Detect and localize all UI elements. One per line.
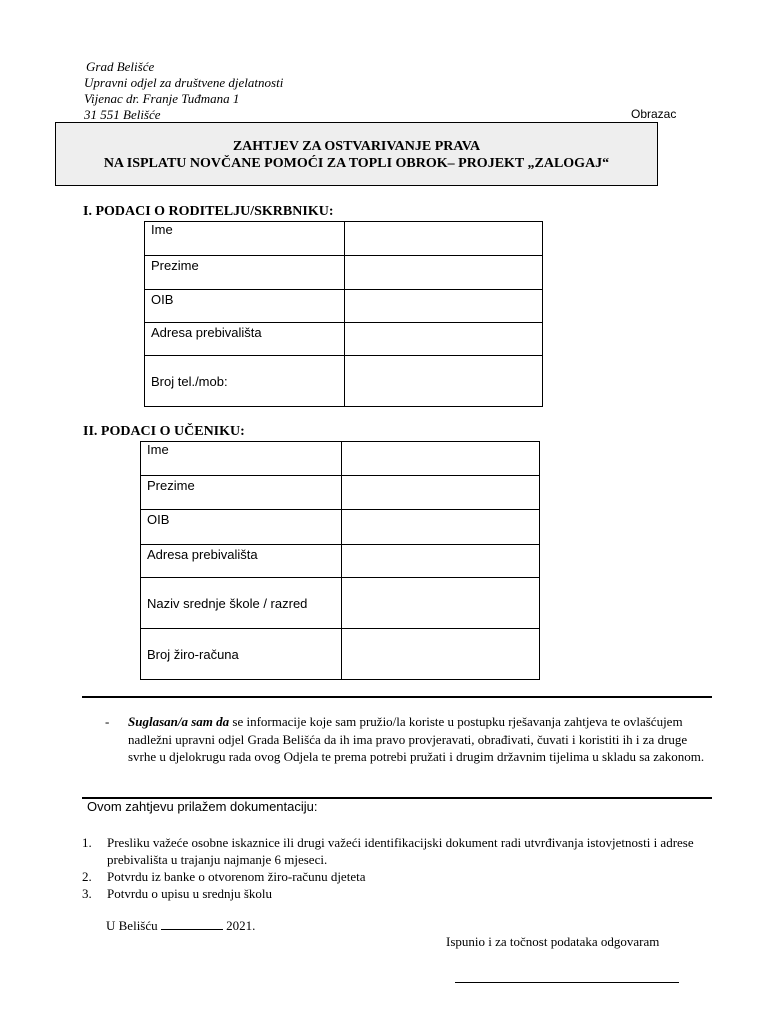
list-text: Potvrdu o upisu u srednju školu — [107, 886, 273, 901]
parent-phone-field[interactable] — [344, 356, 542, 407]
field-label: Prezime — [145, 256, 345, 290]
table-row — [145, 323, 543, 356]
divider — [82, 696, 712, 698]
list-text: Presliku važeće osobne iskaznice ili drugi važeći identifikacijski dokument radi utvrđivanja istovjetnosti i adrese prebivališta u trajanju najmanje 6 mjeseci. — [107, 835, 694, 867]
field-label: Ime — [145, 222, 345, 256]
issuer-city: Grad Belišće — [86, 59, 155, 74]
table-row — [141, 510, 540, 545]
table-row — [141, 476, 540, 510]
bullet-dash: - — [105, 714, 110, 729]
table-row — [141, 442, 540, 476]
field-label: OIB — [145, 290, 345, 323]
issuer-postal: 31 551 Belišće — [84, 107, 161, 122]
student-first-name-field[interactable] — [341, 442, 539, 476]
list-text: Potvrdu iz banke o otvorenom žiro-računu djeteta — [107, 869, 366, 884]
document-title-box — [55, 122, 658, 186]
place-date-line — [106, 917, 255, 934]
table-row — [141, 578, 540, 629]
table-row — [145, 290, 543, 323]
field-label: Ime — [141, 442, 342, 476]
list-item — [82, 868, 702, 885]
document-title-line2: NA ISPLATU NOVČANE POMOĆI ZA TOPLI OBROK– PROJEKT „ZALOGAJ“ — [103, 156, 610, 171]
table-row — [145, 222, 543, 256]
parent-oib-field[interactable] — [344, 290, 542, 323]
student-bank-account-field[interactable] — [341, 629, 539, 680]
issuer-street: Vijenac dr. Franje Tuđmana 1 — [84, 91, 240, 106]
student-oib-field[interactable] — [341, 510, 539, 545]
parent-address-field[interactable] — [344, 323, 542, 356]
section-parent-heading: I. PODACI O RODITELJU/SKRBNIKU: — [83, 204, 334, 219]
form-label: Obrazac — [631, 107, 677, 121]
document-title-line1: ZAHTJEV ZA OSTVARIVANJE PRAVA — [232, 139, 481, 154]
parent-info-table — [144, 221, 543, 407]
student-school-field[interactable] — [341, 578, 539, 629]
parent-last-name-field[interactable] — [344, 256, 542, 290]
attachments-list — [82, 834, 702, 902]
date-blank-field[interactable] — [161, 917, 223, 930]
consent-lead: Suglasan/a sam da — [128, 714, 230, 729]
list-number: 2. — [82, 869, 92, 884]
student-info-table — [140, 441, 540, 680]
field-label: Naziv srednje škole / razred — [141, 578, 342, 629]
field-label: OIB — [141, 510, 342, 545]
year-label: 2021. — [226, 918, 256, 933]
signature-label: Ispunio i za točnost podataka odgovaram — [446, 934, 660, 949]
list-number: 1. — [82, 835, 92, 850]
signature-line[interactable] — [455, 982, 679, 983]
table-row — [141, 629, 540, 680]
table-row — [145, 256, 543, 290]
section-student-heading: II. PODACI O UČENIKU: — [83, 424, 245, 439]
attachments-intro: Ovom zahtjevu prilažem dokumentaciju: — [87, 799, 318, 814]
student-address-field[interactable] — [341, 545, 539, 578]
consent-statement — [105, 713, 715, 766]
table-row — [141, 545, 540, 578]
consent-body: se informacije koje sam pružio/la koriste u postupku rješavanja zahtjeva te ovlašćujem nadležni upravni odjel Grada Belišća da ih ima pravo provjeravati, obrađivati, čuvati i koristiti ih i za druge svrhe u djelokrugu rada ovog Odjela te prema potrebi pružati i drugim državnim tijelima u skladu sa zakonom. — [128, 714, 705, 764]
place-label: U Belišću — [106, 918, 158, 933]
field-label: Adresa prebivališta — [141, 545, 342, 578]
list-item — [82, 885, 702, 902]
student-last-name-field[interactable] — [341, 476, 539, 510]
field-label: Prezime — [141, 476, 342, 510]
parent-first-name-field[interactable] — [344, 222, 542, 256]
field-label: Adresa prebivališta — [145, 323, 345, 356]
field-label: Broj žiro-računa — [141, 629, 342, 680]
consent-text — [128, 713, 708, 766]
list-item — [82, 834, 702, 868]
issuer-department: Upravni odjel za društvene djelatnosti — [84, 75, 284, 90]
field-label: Broj tel./mob: — [145, 356, 345, 407]
table-row — [145, 356, 543, 407]
list-number: 3. — [82, 886, 92, 901]
